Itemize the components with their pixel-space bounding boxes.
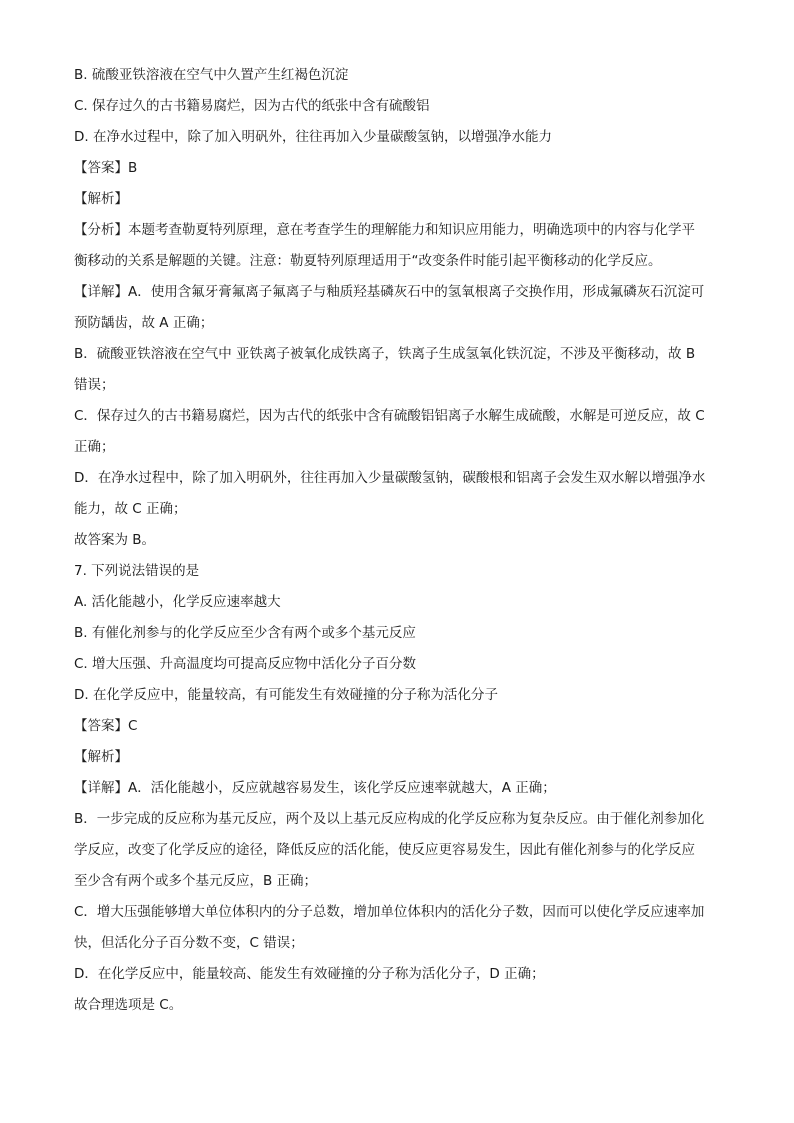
q7-option-c: C. 增大压强、升高温度均可提高反应物中活化分子百分数 — [74, 656, 417, 672]
q7-option-d: D. 在化学反应中，能量较高，有可能发生有效碰撞的分子称为活化分子 — [74, 687, 498, 703]
q7-option-a: A. 活化能越小，化学反应速率越大 — [74, 594, 281, 610]
q7-detail-line: 故合理选项是 C。 — [74, 997, 183, 1013]
document-page — [74, 60, 734, 1021]
q7-detail-line: C．增大压强能够增大单位体积内的分子总数，增加单位体积内的活化分子数，因而可以使化学反应速率加 — [74, 904, 705, 920]
q6-detail-line: B．硫酸亚铁溶液在空气中 亚铁离子被氧化成铁离子，铁离子生成氢氧化铁沉淀，不涉及平衡移动，故 B — [74, 346, 696, 362]
q6-detail — [74, 277, 734, 556]
q7-option-b: B. 有催化剂参与的化学反应至少含有两个或多个基元反应 — [74, 625, 416, 641]
q7-detail — [74, 773, 734, 1021]
q7-stem: 7. 下列说法错误的是 — [74, 563, 200, 579]
q6-analysis-heading: 【解析】 — [74, 191, 128, 207]
q6-analysis-line: 衡移动的关系是解题的关键。注意：勒夏特列原理适用于“改变条件时能引起平衡移动的化学反应。 — [74, 253, 662, 269]
q7-detail-line: B．一步完成的反应称为基元反应，两个及以上基元反应构成的化学反应称为复杂反应。由于催化剂参加化 — [74, 811, 705, 827]
q7-answer: 【答案】C — [74, 718, 138, 734]
q6-detail-line: 故答案为 B。 — [74, 532, 156, 548]
q7-analysis-heading: 【解析】 — [74, 749, 128, 765]
q6-detail-line: 正确； — [74, 439, 115, 455]
q6-detail-line: 【详解】A．使用含氟牙膏氟离子氟离子与釉质羟基磷灰石中的氢氧根离子交换作用，形成氟磷灰石沉淀可 — [74, 284, 705, 300]
q6-option-d: D. 在净水过程中，除了加入明矾外，往往再加入少量碳酸氢钠，以增强净水能力 — [74, 129, 552, 145]
q7-detail-line: 至少含有两个或多个基元反应，B 正确； — [74, 873, 318, 889]
q6-option-b: B. 硫酸亚铁溶液在空气中久置产生红褐色沉淀 — [74, 67, 349, 83]
q6-analysis — [74, 215, 734, 277]
q6-detail-line: C．保存过久的古书籍易腐烂，因为古代的纸张中含有硫酸铝铝离子水解生成硫酸，水解是可逆反应，故 C — [74, 408, 705, 424]
q6-detail-line: 能力，故 C 正确； — [74, 501, 187, 517]
q7-detail-line: 【详解】A．活化能越小，反应就越容易发生，该化学反应速率就越大，A 正确； — [74, 780, 556, 796]
q6-detail-line: D．在净水过程中，除了加入明矾外，往往再加入少量碳酸氢钠，碳酸根和铝离子会发生双水解以增强净水 — [74, 470, 706, 486]
q6-detail-line: 错误； — [74, 377, 115, 393]
q6-detail-line: 预防龋齿，故 A 正确； — [74, 315, 214, 331]
q6-answer: 【答案】B — [74, 160, 138, 176]
q6-analysis-line: 【分析】本题考查勒夏特列原理，意在考查学生的理解能力和知识应用能力，明确选项中的内容与化学平 — [74, 222, 695, 238]
q7-detail-line: 学反应，改变了化学反应的途径，降低反应的活化能，使反应更容易发生，因此有催化剂参与的化学反应 — [74, 842, 695, 858]
q7-detail-line: D．在化学反应中，能量较高、能发生有效碰撞的分子称为活化分子，D 正确； — [74, 966, 545, 982]
q6-option-c: C. 保存过久的古书籍易腐烂，因为古代的纸张中含有硫酸铝 — [74, 98, 430, 114]
q7-detail-line: 快，但活化分子百分数不变，C 错误； — [74, 935, 304, 951]
